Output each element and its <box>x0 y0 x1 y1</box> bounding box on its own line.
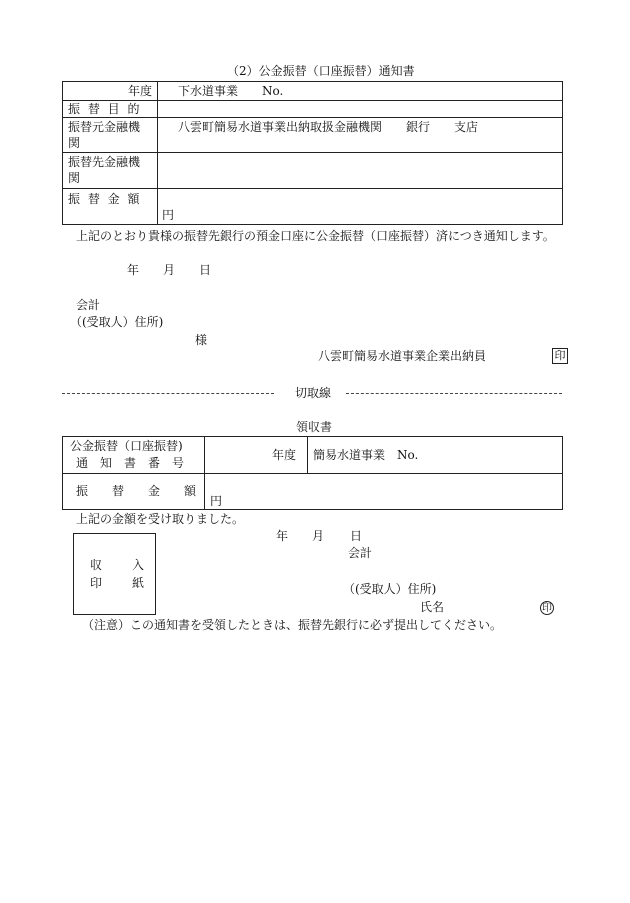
receipt-col-divider-2 <box>307 436 308 473</box>
notice-account: 会計 <box>76 298 101 312</box>
notice-row-divider <box>62 100 563 101</box>
revenue-stamp-char: 入 <box>132 558 145 572</box>
receipt-note: （注意）この通知書を受領したときは、振替先銀行に必ず提出してください。 <box>82 618 503 632</box>
cutline-right <box>346 393 562 394</box>
notice-row-divider <box>62 117 563 118</box>
notice-recipient-sama: 様 <box>195 333 208 347</box>
receipt-nendo: 年度 <box>272 448 297 462</box>
receipt-amount-label: 振 替 金 額 <box>76 484 197 498</box>
notice-recipient-address: （(受取人）住所) <box>70 315 164 329</box>
receipt-title: 領収書 <box>296 420 333 434</box>
revenue-stamp-char: 紙 <box>132 576 145 590</box>
notice-date-year: 年 <box>127 263 140 277</box>
notice-row-divider <box>62 188 563 189</box>
receipt-account: 会計 <box>348 546 373 560</box>
issuer-name: 八雲町簡易水道事業企業出納員 <box>318 349 487 363</box>
nendo-label: 年度 <box>128 84 153 98</box>
destination-bank-label-1: 振替先金融機 <box>68 155 141 169</box>
receipt-notice-label-1: 公金振替（口座振替) <box>70 439 183 453</box>
receipt-business: 簡易水道事業 No. <box>313 448 419 462</box>
receipt-date-month: 月 <box>312 529 325 543</box>
notice-row-divider <box>62 152 563 153</box>
transfer-amount-label: 振 替 金 額 <box>68 192 142 206</box>
notice-table-divider <box>157 81 158 225</box>
source-bank-label-1: 振替元金融機 <box>68 120 141 134</box>
revenue-stamp-char: 収 <box>90 558 103 572</box>
notice-title: （2）公金振替（口座振替）通知書 <box>227 64 415 78</box>
receipt-amount-unit: 円 <box>210 494 223 508</box>
transfer-purpose-label: 振 替 目 的 <box>68 102 142 116</box>
notice-date-month: 月 <box>163 263 176 277</box>
cutline-left <box>62 393 274 394</box>
cutline-label: 切取線 <box>295 386 332 400</box>
revenue-stamp-box <box>73 533 156 615</box>
notice-date-day: 日 <box>199 263 212 277</box>
source-bank-label-2: 関 <box>68 136 81 150</box>
receipt-notice-label-2: 通 知 書 番 号 <box>76 456 185 470</box>
source-bank-value: 八雲町簡易水道事業出納取扱金融機関 銀行 支店 <box>178 120 479 134</box>
transfer-amount-unit: 円 <box>162 208 175 222</box>
receipt-recipient-name: 氏名 <box>420 600 445 614</box>
revenue-stamp-char: 印 <box>90 576 103 590</box>
issuer-seal: 印 <box>552 348 568 364</box>
destination-bank-label-2: 関 <box>68 171 81 185</box>
business-value: 下水道事業 No. <box>178 84 284 98</box>
receipt-date-day: 日 <box>350 529 363 543</box>
receipt-row-divider <box>62 473 563 474</box>
receipt-message: 上記の金額を受け取りました。 <box>76 512 245 526</box>
receipt-col-divider <box>204 436 205 510</box>
notice-message: 上記のとおり貴様の振替先銀行の預金口座に公金振替（口座振替）済につき通知します。 <box>76 229 555 243</box>
receipt-date-year: 年 <box>276 529 289 543</box>
receipt-recipient-seal: 印 <box>542 603 552 614</box>
receipt-recipient-address: （(受取人）住所) <box>343 582 437 596</box>
